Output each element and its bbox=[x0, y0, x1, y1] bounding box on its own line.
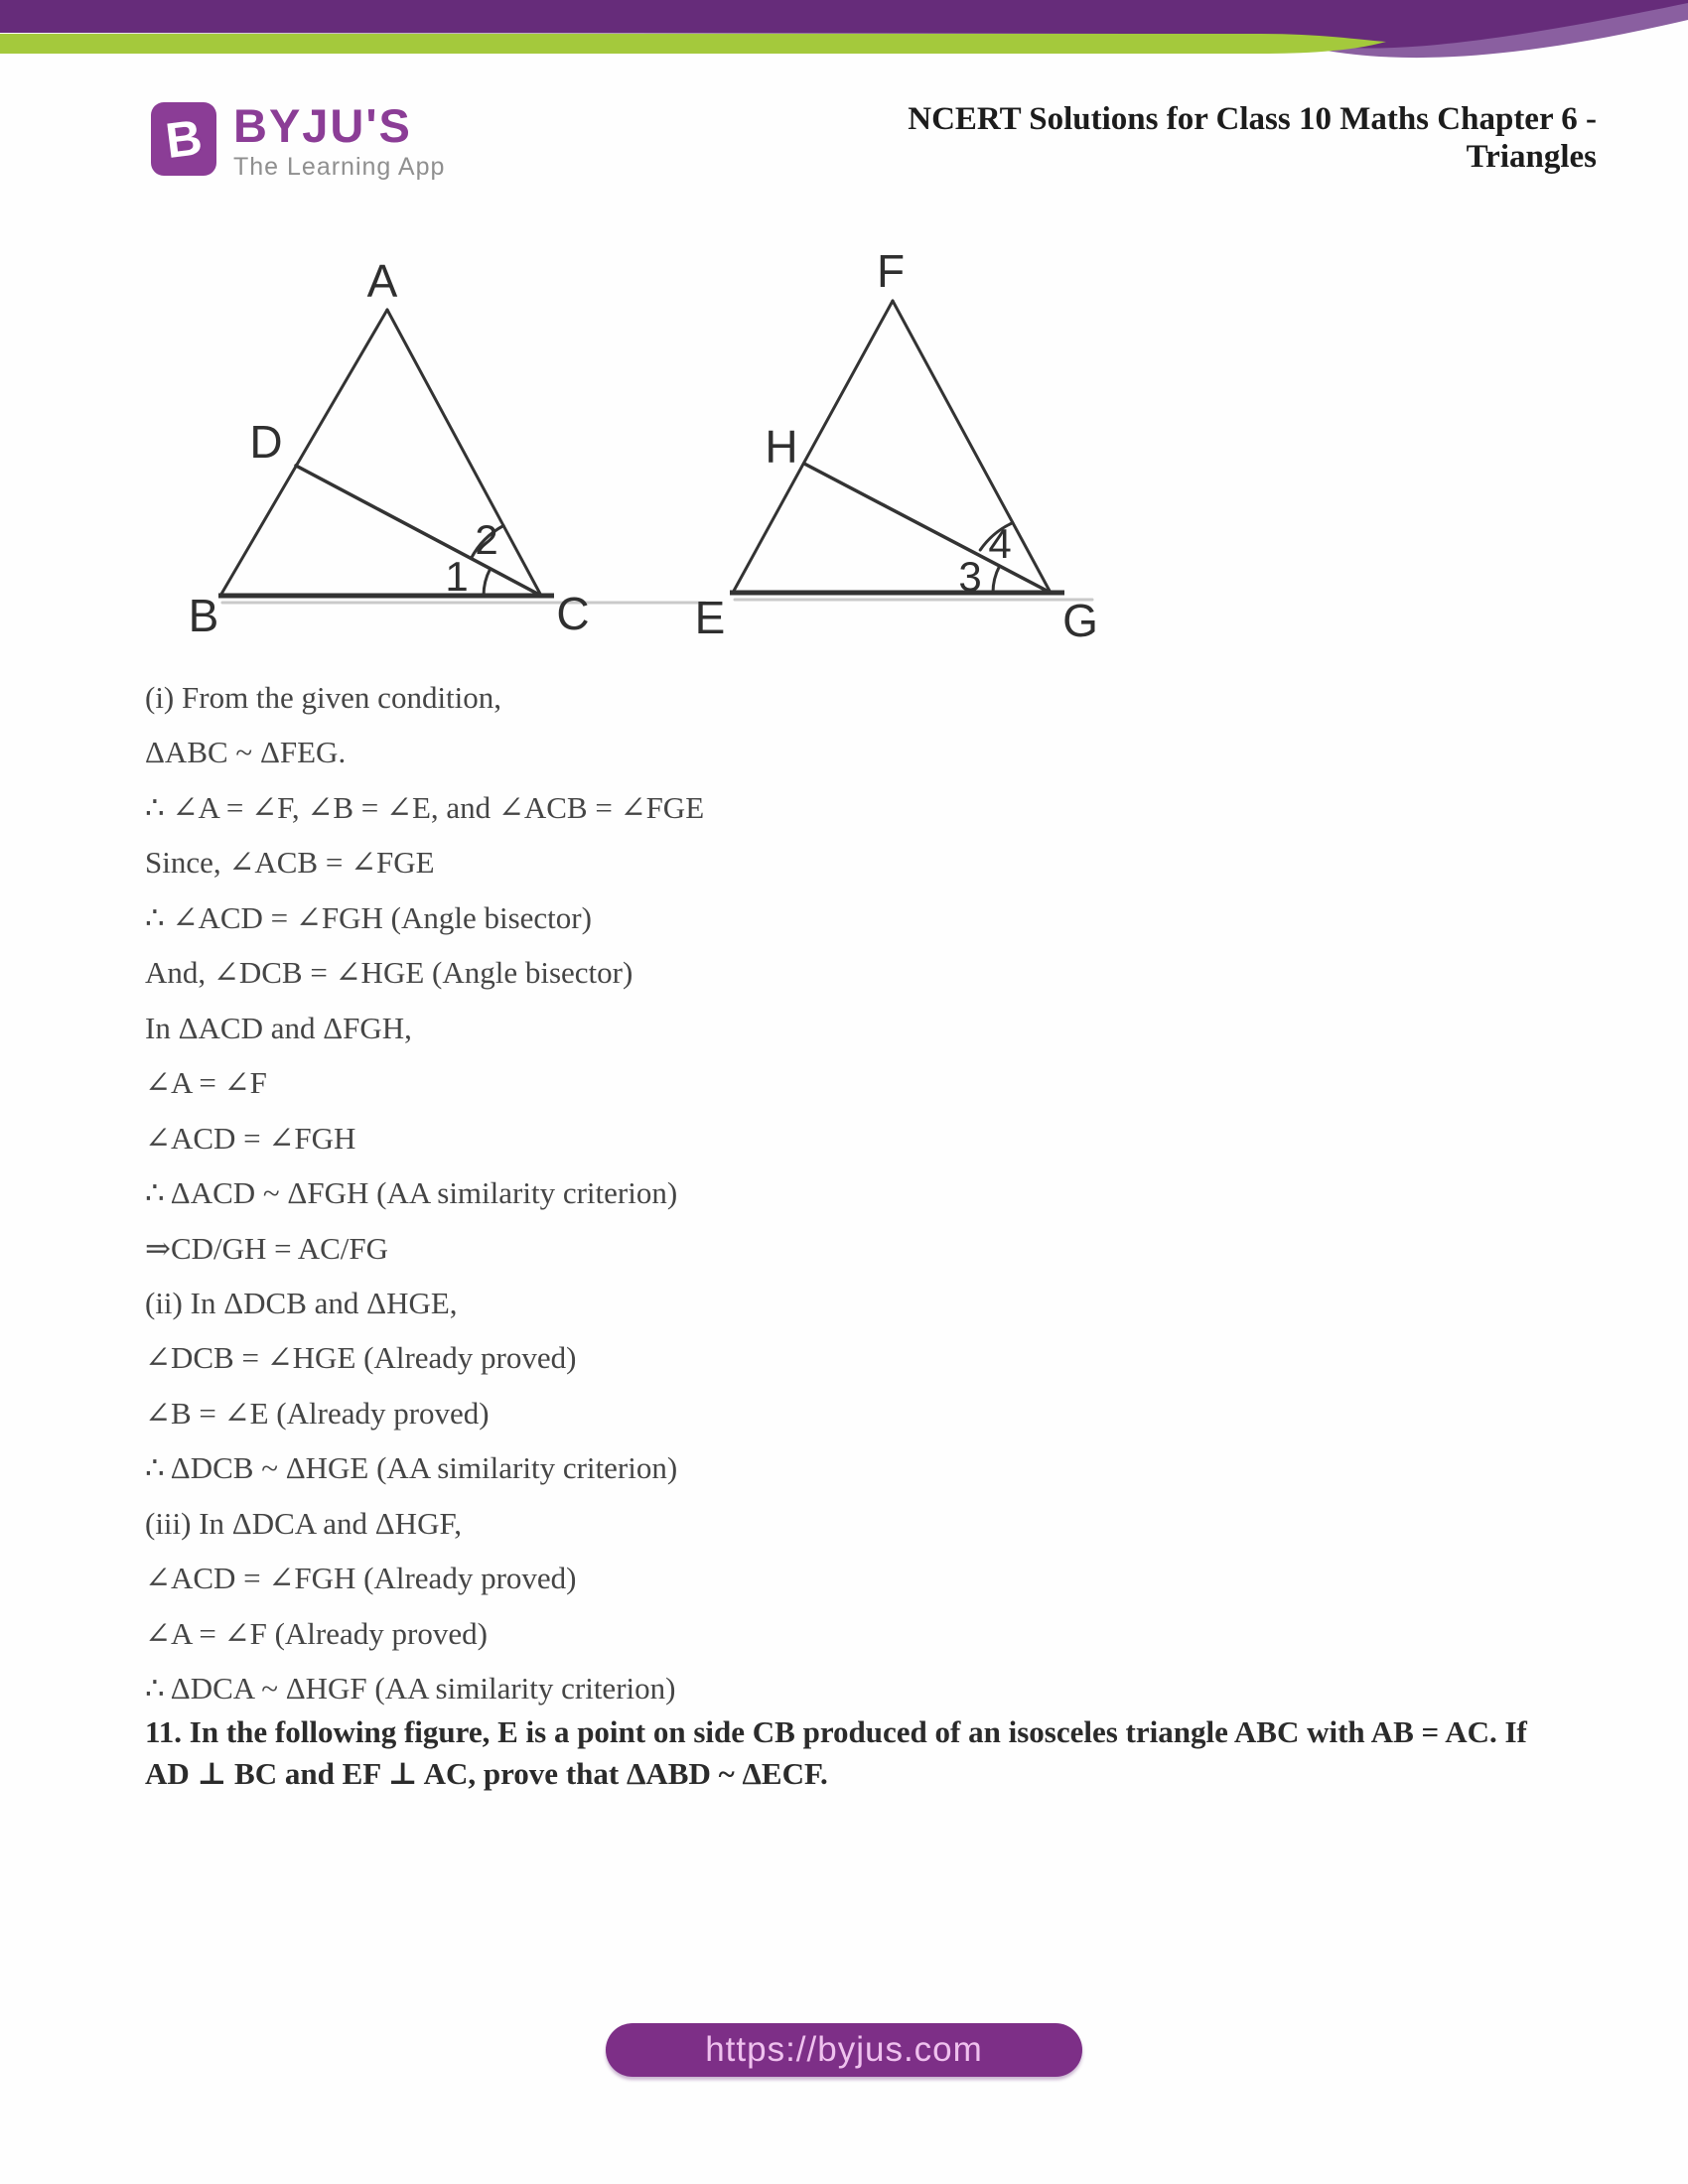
solution-line: ∴ ΔDCA ~ ΔHGF (AA similarity criterion) bbox=[145, 1671, 676, 1706]
triangles-figure bbox=[149, 228, 1241, 695]
solution-line: ΔABC ~ ΔFEG. bbox=[145, 735, 347, 770]
solution-line: ⇒CD/GH = AC/FG bbox=[145, 1230, 389, 1266]
angle-1-arc bbox=[484, 569, 491, 596]
banner-graphic bbox=[0, 0, 1688, 109]
logo-letter: B bbox=[162, 109, 206, 169]
vertex-label-c: C bbox=[556, 588, 590, 639]
cevian-hg bbox=[804, 464, 1051, 593]
solution-line: ∴ ∠A = ∠F, ∠B = ∠E, and ∠ACB = ∠FGE bbox=[145, 789, 705, 825]
point-label-h: H bbox=[765, 421, 798, 473]
vertex-label-f: F bbox=[876, 245, 906, 297]
solution-line: ∴ ΔDCB ~ ΔHGE (AA similarity criterion) bbox=[145, 1450, 678, 1486]
solution-line: (ii) In ΔDCB and ΔHGE, bbox=[145, 1285, 458, 1320]
triangle-feg bbox=[695, 245, 1098, 646]
question-11-text: 11. In the following figure, E is a point on side CB produced of an isosceles triangle ABC with AB = AC. If AD ⊥ BC and EF ⊥ AC, prove that ΔABD ~ ΔECF. bbox=[145, 1714, 1527, 1791]
solution-line: In ΔACD and ΔFGH, bbox=[145, 1010, 412, 1045]
page-title bbox=[908, 100, 1597, 176]
logo-tagline: The Learning App bbox=[233, 152, 446, 181]
solution-line: ∠A = ∠F bbox=[145, 1065, 267, 1101]
byjus-logo bbox=[151, 99, 446, 182]
point-label-d: D bbox=[249, 416, 283, 468]
solution-line: ∠ACD = ∠FGH (Already proved) bbox=[145, 1561, 577, 1596]
logo-text bbox=[233, 99, 446, 182]
footer-url: https://byjus.com bbox=[705, 2030, 983, 2069]
vertex-label-g: G bbox=[1062, 595, 1098, 646]
solution-line: ∠DCB = ∠HGE (Already proved) bbox=[145, 1340, 577, 1376]
page-title-line1: NCERT Solutions for Class 10 Maths Chapter 6 - bbox=[908, 101, 1597, 137]
side-ab bbox=[220, 310, 387, 596]
footer-pill[interactable] bbox=[606, 2023, 1082, 2077]
vertex-label-a: A bbox=[366, 255, 398, 307]
angle-label-1: 1 bbox=[445, 553, 469, 600]
solution-line: And, ∠DCB = ∠HGE (Angle bisector) bbox=[145, 955, 633, 991]
side-fg bbox=[893, 301, 1051, 593]
angle-label-2: 2 bbox=[475, 516, 498, 563]
angle-label-4: 4 bbox=[988, 520, 1012, 567]
logo-brand-name: BYJU'S bbox=[233, 99, 412, 152]
solution-line: Since, ∠ACB = ∠FGE bbox=[145, 845, 435, 881]
vertex-label-e: E bbox=[694, 592, 726, 643]
triangle-abc bbox=[189, 255, 705, 641]
solution-line: (iii) In ΔDCA and ΔHGF, bbox=[145, 1505, 462, 1541]
angle-label-3: 3 bbox=[958, 553, 982, 600]
solution-line: (i) From the given condition, bbox=[145, 680, 502, 715]
byjus-logo-icon bbox=[151, 102, 216, 176]
solution-text bbox=[145, 670, 1476, 1716]
solution-line: ∠ACD = ∠FGH bbox=[145, 1120, 356, 1156]
banner-swoosh-green bbox=[0, 34, 1386, 54]
angle-3-arc bbox=[993, 566, 1000, 593]
solution-line: ∠A = ∠F (Already proved) bbox=[145, 1615, 488, 1651]
side-fe bbox=[733, 301, 893, 593]
solution-line: ∴ ΔACD ~ ΔFGH (AA similarity criterion) bbox=[145, 1175, 678, 1211]
page-title-line2: Triangles bbox=[1466, 139, 1597, 175]
cevian-dc bbox=[296, 466, 541, 596]
solution-line: ∴ ∠ACD = ∠FGH (Angle bisector) bbox=[145, 899, 592, 935]
vertex-label-b: B bbox=[188, 590, 219, 641]
solution-line: ∠B = ∠E (Already proved) bbox=[145, 1395, 490, 1431]
